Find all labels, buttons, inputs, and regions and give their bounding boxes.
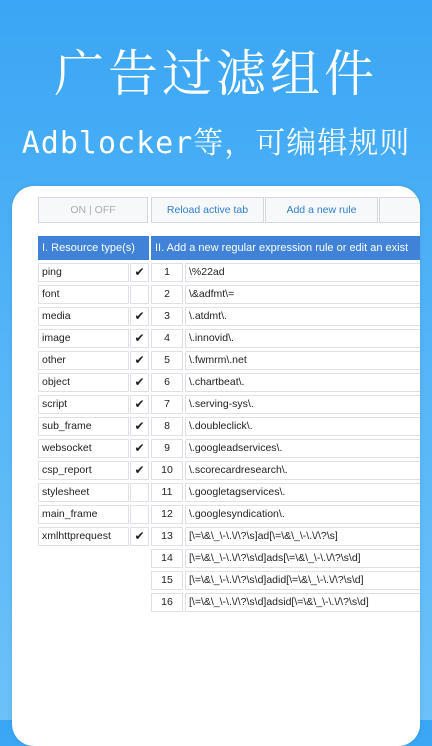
rule-row — [151, 263, 420, 282]
resource-type-row — [38, 373, 149, 392]
resource-type-row — [38, 417, 149, 436]
rule-number: 2 — [151, 285, 183, 304]
resource-type-checkbox[interactable] — [130, 505, 149, 524]
resource-type-name: script — [38, 395, 129, 414]
rule-row — [151, 593, 420, 612]
toolbar — [38, 197, 420, 223]
resource-type-row — [38, 329, 149, 348]
rule-row — [151, 461, 420, 480]
resource-type-row — [38, 263, 149, 282]
resource-type-row — [38, 307, 149, 326]
rule-row — [151, 351, 420, 370]
resource-type-checkbox[interactable]: ✔ — [130, 263, 149, 282]
resource-type-name: image — [38, 329, 129, 348]
rule-row — [151, 527, 420, 546]
resource-type-row — [38, 395, 149, 414]
reload-active-tab-button[interactable]: Reload active tab — [151, 197, 264, 223]
rule-number: 15 — [151, 571, 183, 590]
rule-number: 10 — [151, 461, 183, 480]
resource-type-row — [38, 527, 149, 546]
rules-list — [151, 263, 420, 612]
rule-expression-field[interactable]: \.innovid\. — [185, 329, 420, 348]
resource-type-row — [38, 461, 149, 480]
resource-type-checkbox[interactable]: ✔ — [130, 307, 149, 326]
resource-type-name: object — [38, 373, 129, 392]
rule-row — [151, 373, 420, 392]
resource-type-row — [38, 351, 149, 370]
resource-type-name: sub_frame — [38, 417, 129, 436]
toolbar-extra-button[interactable] — [379, 197, 420, 223]
rule-expression-field[interactable]: \.googleadservices\. — [185, 439, 420, 458]
rule-number: 1 — [151, 263, 183, 282]
promo-title: 广告过滤组件 — [54, 45, 378, 103]
rule-number: 7 — [151, 395, 183, 414]
resource-type-checkbox[interactable]: ✔ — [130, 527, 149, 546]
resource-type-row — [38, 505, 149, 524]
resource-types-panel — [38, 236, 149, 546]
device-frame — [12, 186, 420, 746]
resource-type-checkbox[interactable]: ✔ — [130, 351, 149, 370]
rule-row — [151, 549, 420, 568]
rule-number: 13 — [151, 527, 183, 546]
rule-expression-field[interactable]: \.googletagservices\. — [185, 483, 420, 502]
resource-type-checkbox[interactable]: ✔ — [130, 417, 149, 436]
rule-number: 5 — [151, 351, 183, 370]
rule-row — [151, 395, 420, 414]
rule-expression-field[interactable]: \.fwmrm\.net — [185, 351, 420, 370]
resource-type-checkbox[interactable]: ✔ — [130, 373, 149, 392]
resource-type-checkbox[interactable]: ✔ — [130, 439, 149, 458]
rule-row — [151, 505, 420, 524]
rule-number: 3 — [151, 307, 183, 326]
rule-row — [151, 483, 420, 502]
rule-expression-field[interactable]: \.scorecardresearch\. — [185, 461, 420, 480]
rule-expression-field[interactable]: \&adfmt\= — [185, 285, 420, 304]
add-new-rule-button[interactable]: Add a new rule — [265, 197, 378, 223]
rule-expression-field[interactable]: \%22ad — [185, 263, 420, 282]
rule-row — [151, 285, 420, 304]
rule-row — [151, 329, 420, 348]
rule-number: 6 — [151, 373, 183, 392]
rule-row — [151, 439, 420, 458]
resource-type-name: stylesheet — [38, 483, 129, 502]
resource-type-row — [38, 285, 149, 304]
resource-type-name: csp_report — [38, 461, 129, 480]
rule-expression-field[interactable]: \.chartbeat\. — [185, 373, 420, 392]
rule-number: 8 — [151, 417, 183, 436]
resource-type-name: main_frame — [38, 505, 129, 524]
resource-types-header: I. Resource type(s) — [38, 236, 149, 260]
rule-number: 12 — [151, 505, 183, 524]
on-off-toggle[interactable]: ON | OFF — [38, 197, 148, 223]
rule-expression-field[interactable]: \.serving-sys\. — [185, 395, 420, 414]
rule-number: 4 — [151, 329, 183, 348]
app-screen — [38, 197, 420, 746]
rule-expression-field[interactable]: [\=\&\_\-\.\/\?\s\d]ads[\=\&\_\-\.\/\?\s\d] — [185, 549, 420, 568]
resource-types-list — [38, 263, 149, 546]
resource-type-checkbox[interactable] — [130, 483, 149, 502]
rule-expression-field[interactable]: [\=\&\_\-\.\/\?\s\d]adsid[\=\&\_\-\.\/\?\s\d] — [185, 593, 420, 612]
resource-type-checkbox[interactable]: ✔ — [130, 461, 149, 480]
resource-type-row — [38, 439, 149, 458]
resource-type-name: media — [38, 307, 129, 326]
rules-header-text: II. Add a new regular expression rule or edit an exist — [155, 242, 409, 254]
rule-expression-field[interactable]: \.googlesyndication\. — [185, 505, 420, 524]
rule-number: 11 — [151, 483, 183, 502]
resource-type-row — [38, 483, 149, 502]
resource-type-name: websocket — [38, 439, 129, 458]
resource-type-name: xmlhttprequest — [38, 527, 129, 546]
rules-header — [151, 236, 420, 260]
resource-type-checkbox[interactable]: ✔ — [130, 329, 149, 348]
rule-row — [151, 571, 420, 590]
resource-type-name: font — [38, 285, 129, 304]
resource-type-name: other — [38, 351, 129, 370]
rule-expression-field[interactable]: \.doubleclick\. — [185, 417, 420, 436]
resource-type-checkbox[interactable] — [130, 285, 149, 304]
rule-row — [151, 417, 420, 436]
rule-number: 14 — [151, 549, 183, 568]
rule-number: 9 — [151, 439, 183, 458]
resource-type-name: ping — [38, 263, 129, 282]
rule-expression-field[interactable]: [\=\&\_\-\.\/\?\s]ad[\=\&\_\-\.\/\?\s] — [185, 527, 420, 546]
rule-expression-field[interactable]: \.atdmt\. — [185, 307, 420, 326]
rules-panel — [151, 236, 420, 612]
rule-number: 16 — [151, 593, 183, 612]
rule-row — [151, 307, 420, 326]
rule-expression-field[interactable]: [\=\&\_\-\.\/\?\s\d]adid[\=\&\_\-\.\/\?\s\d] — [185, 571, 420, 590]
resource-type-checkbox[interactable]: ✔ — [130, 395, 149, 414]
promo-subtitle: Adblocker等，可编辑规则 — [21, 126, 411, 161]
